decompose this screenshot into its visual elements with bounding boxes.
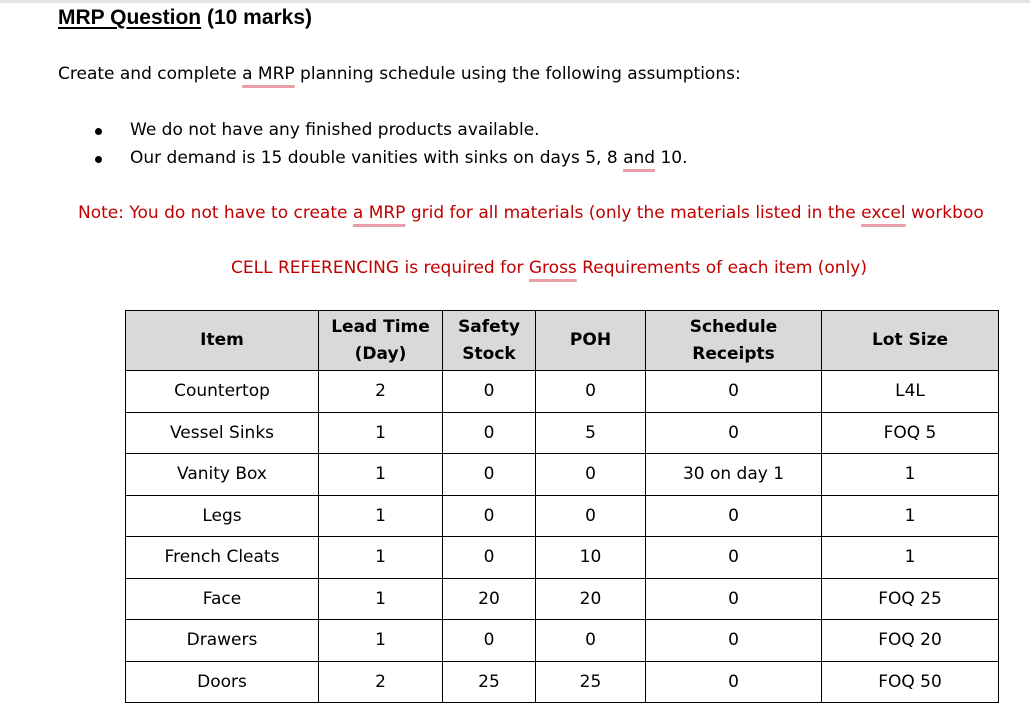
cell-poh: 10 [536, 537, 646, 579]
cell-poh: 0 [536, 620, 646, 662]
page-title [58, 6, 312, 30]
cell-safety-stock: 0 [443, 537, 536, 579]
cell-item: Face [126, 578, 319, 620]
cell-item: Vessel Sinks [126, 412, 319, 454]
cell-poh: 0 [536, 454, 646, 496]
cell-lead-time: 1 [319, 537, 443, 579]
cell-lot-size: L4L [822, 371, 999, 413]
cell-lot-size: 1 [822, 454, 999, 496]
title-suffix: (10 marks) [201, 6, 313, 29]
bullet-icon [95, 156, 102, 163]
cell-lead-time: 2 [319, 371, 443, 413]
header-scheduled-receipts [646, 311, 822, 371]
cell-lot-size: FOQ 5 [822, 412, 999, 454]
cell-ref-text-end: Requirements of each item (only) [576, 258, 868, 278]
note-paragraph [78, 203, 984, 223]
header-lot-size [822, 311, 999, 371]
cell-safety-stock: 25 [443, 661, 536, 703]
cell-lead-time: 1 [319, 495, 443, 537]
table-row [126, 454, 999, 496]
cell-safety-stock: 0 [443, 412, 536, 454]
mrp-assumptions-table [125, 310, 999, 703]
intro-text-end: planning schedule using the following assumptions: [294, 64, 741, 84]
note-text-end: workboo [905, 203, 984, 223]
cell-poh: 20 [536, 578, 646, 620]
header-poh [536, 311, 646, 371]
header-safety-line-2: Stock [462, 343, 516, 364]
bullet-2-text-start: Our demand is 15 double vanities with sinks on days 5, 8 [130, 148, 624, 168]
cell-scheduled-receipts: 30 on day 1 [646, 454, 822, 496]
cell-safety-stock: 0 [443, 371, 536, 413]
header-poh-label: POH [569, 330, 612, 350]
cell-scheduled-receipts: 0 [646, 620, 822, 662]
intro-paragraph [58, 64, 741, 84]
cell-referencing-note [231, 258, 867, 278]
header-safety-line-1: Safety [458, 316, 520, 337]
table-row [126, 537, 999, 579]
cell-lead-time: 1 [319, 454, 443, 496]
header-schedule-line-1: Schedule [689, 316, 778, 337]
cell-lot-size: 1 [822, 495, 999, 537]
table-row [126, 495, 999, 537]
table-row [126, 661, 999, 703]
cell-poh: 25 [536, 661, 646, 703]
cell-scheduled-receipts: 0 [646, 412, 822, 454]
title-main: MRP Question [58, 6, 202, 29]
bullet-2-text-end: 10. [655, 148, 688, 168]
cell-item: Doors [126, 661, 319, 703]
table-row [126, 371, 999, 413]
cell-poh: 5 [536, 412, 646, 454]
cell-lead-time: 1 [319, 620, 443, 662]
bullet-item-1: We do not have any finished products available. [130, 120, 540, 140]
header-item [126, 311, 319, 371]
header-lead-time-line-1: Lead Time [331, 316, 430, 337]
header-item-label: Item [200, 330, 244, 350]
bullet-icon [95, 128, 102, 135]
cell-lot-size: FOQ 50 [822, 661, 999, 703]
table-row [126, 578, 999, 620]
header-safety-stock [443, 311, 536, 371]
cell-scheduled-receipts: 0 [646, 495, 822, 537]
cell-lot-size: FOQ 25 [822, 578, 999, 620]
cell-lot-size: 1 [822, 537, 999, 579]
intro-spellcheck-a-mrp [242, 64, 295, 84]
header-lead-time-line-2: (Day) [354, 343, 407, 364]
cell-ref-text-start: CELL REFERENCING is required for [231, 258, 529, 278]
bullet-2-spellcheck-and: and [623, 148, 656, 168]
cell-item: Countertop [126, 371, 319, 413]
cell-item: Legs [126, 495, 319, 537]
cell-scheduled-receipts: 0 [646, 371, 822, 413]
cell-poh: 0 [536, 495, 646, 537]
cell-item: French Cleats [126, 537, 319, 579]
intro-word-mrp: MRP [257, 64, 295, 84]
cell-lot-size: FOQ 20 [822, 620, 999, 662]
cell-item: Drawers [126, 620, 319, 662]
bullet-item-2 [130, 148, 688, 168]
table-header-row [126, 311, 999, 371]
note-text-start: Note: You do not have to create [78, 203, 353, 223]
cell-scheduled-receipts: 0 [646, 661, 822, 703]
cell-poh: 0 [536, 371, 646, 413]
header-lot-size-label: Lot Size [871, 330, 949, 350]
intro-text-start: Create and complete [58, 64, 243, 84]
table-row [126, 620, 999, 662]
cell-ref-spellcheck-gross: Gross [528, 258, 577, 278]
cell-safety-stock: 0 [443, 495, 536, 537]
cell-lead-time: 1 [319, 412, 443, 454]
cell-scheduled-receipts: 0 [646, 578, 822, 620]
cell-safety-stock: 0 [443, 620, 536, 662]
note-spellcheck-excel: excel [861, 203, 906, 223]
header-lead-time [319, 311, 443, 371]
page-top-border [0, 0, 1030, 3]
cell-safety-stock: 20 [443, 578, 536, 620]
note-spellcheck-a-mrp: a MRP [352, 203, 406, 223]
cell-scheduled-receipts: 0 [646, 537, 822, 579]
cell-item: Vanity Box [126, 454, 319, 496]
table-row [126, 412, 999, 454]
cell-safety-stock: 0 [443, 454, 536, 496]
intro-word-a: a [242, 64, 253, 84]
cell-lead-time: 1 [319, 578, 443, 620]
header-schedule-line-2: Receipts [692, 343, 775, 364]
note-text-middle: grid for all materials (only the materials listed in the [405, 203, 862, 223]
cell-lead-time: 2 [319, 661, 443, 703]
